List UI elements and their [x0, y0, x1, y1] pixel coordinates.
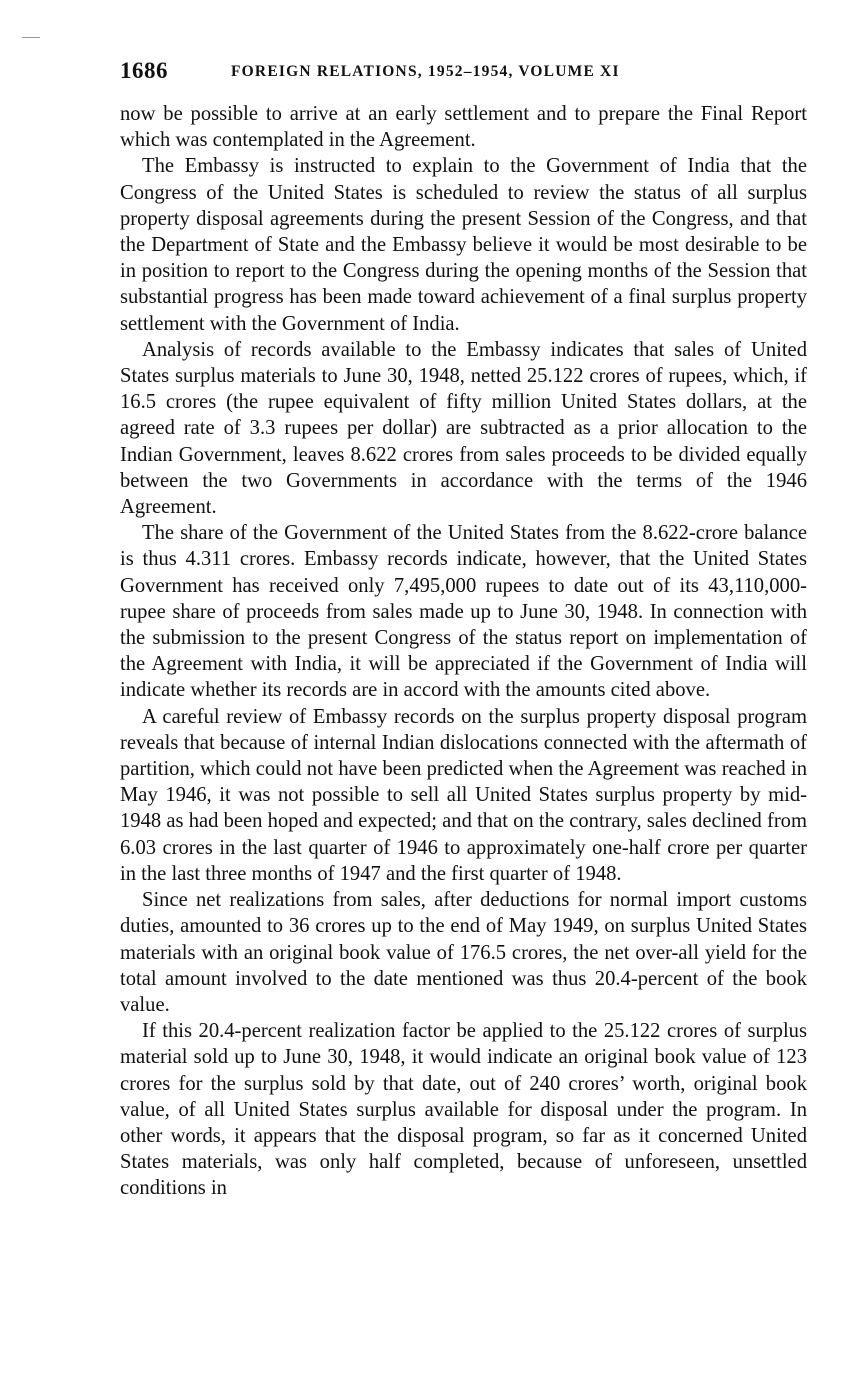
paragraph-sales-analysis: Analysis of records available to the Embassy indicates that sales of United States surplus materials to June 30, 1948, netted 25.122 crores of rupees, which, if 16.5 crores (the rupee equivalent of fifty million United States dollars, at the agreed rate of 3.3 rupees per dollar) are subtracted as a prior allocation to the Indian Government, leaves 8.622 crores from sales proceeds to be divided equally between the two Governments in accordance with the terms of the 1946 Agreement. — [120, 338, 807, 519]
page-number: 1686 — [120, 58, 168, 83]
scan-edge-mark — [22, 37, 40, 38]
paragraph-congress-review: The Embassy is instructed to explain to the Government of India that the Congress of the United States is scheduled to review the status of all surplus property disposal agreements during the present Session of the Congress, and that the Department of State and the Embassy believe it would be most desirable to be in position to report to the Congress during the opening months of the Session that substantial progress has been made toward achievement of a final surplus property settlement with the Government of India. — [120, 155, 807, 335]
page-header — [120, 58, 810, 88]
body-text — [120, 101, 807, 1202]
paragraph-continuation: now be possible to arrive at an early settlement and to prepare the Final Report which was contemplated in the Agreement. — [120, 103, 807, 152]
paragraph-realization-factor: If this 20.4-percent realization factor be applied to the 25.122 crores of surplus material sold up to June 30, 1948, it would indicate an original book value of 123 crores for the surplus sold by that date, out of 240 crores’ worth, original book value, of all United States surplus available for disposal under the program. In other words, it appears that the disposal program, so far as it concerned United States materials, was only half completed, because of unforeseen, unsettled conditions in — [120, 1020, 807, 1200]
paragraph-records-review: A careful review of Embassy records on the surplus property disposal program reveals that because of internal Indian dislocations connected with the aftermath of partition, which could not have been predicted when the Agreement was reached in May 1946, it was not possible to sell all United States surplus property by mid-1948 as had been hoped and expected; and that on the contrary, sales declined from 6.03 crores in the last quarter of 1946 to approximately one-half crore per quarter in the last three months of 1947 and the first quarter of 1948. — [120, 705, 807, 885]
paragraph-us-share: The share of the Government of the United States from the 8.622-crore balance is thus 4.311 crores. Embassy records indicate, however, that the United States Government has received only 7,495,000 rupees to date out of its 43,110,000-rupee share of proceeds from sales made up to June 30, 1948. In connection with the submission to the present Congress of the status report on implementation of the Agreement with India, it will be appreciated if the Government of India will indicate whether its records are in accord with the amounts cited above. — [120, 522, 807, 702]
running-head: FOREIGN RELATIONS, 1952–1954, VOLUME XI — [231, 63, 620, 80]
paragraph-net-realizations: Since net realizations from sales, after deductions for normal import customs duties, amounted to 36 crores up to the end of May 1949, on surplus United States materials with an original book value of 176.5 crores, the net over-all yield for the total amount involved to the date mentioned was thus 20.4-percent of the book value. — [120, 889, 807, 1016]
